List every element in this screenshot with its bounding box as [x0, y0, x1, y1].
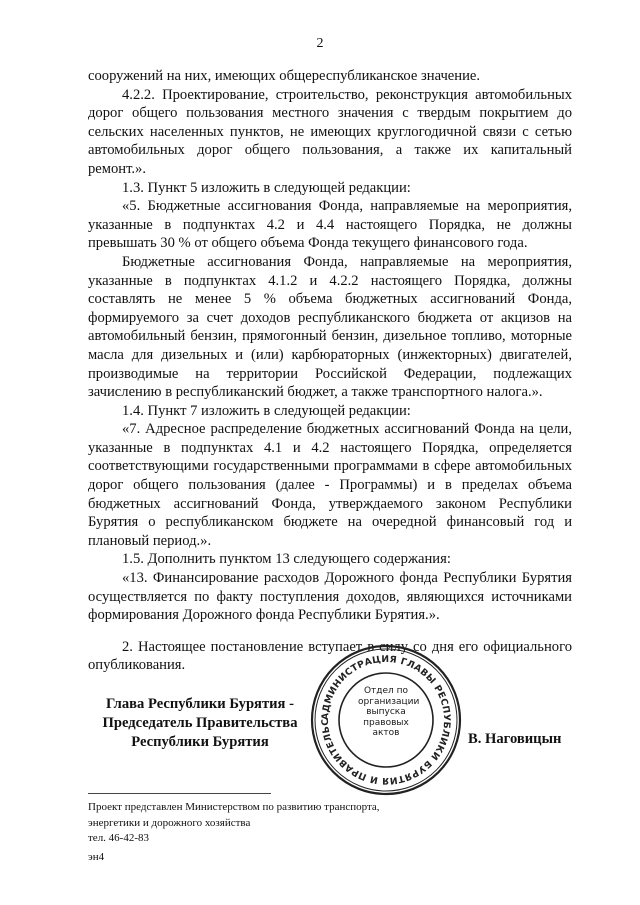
signatory-position-line: Глава Республики Бурятия - [106, 696, 294, 712]
paragraph: 1.5. Дополнить пунктом 13 следующего содержания: [122, 551, 451, 568]
stamp-line: Отдел по [363, 686, 409, 696]
paragraph: «13. Финансирование расходов Дорожного фонда Республики Бурятия осуществляется по факту поступления доходов, являющихся источниками формирования Дорожного фонда Республики Бурятия.». [88, 570, 572, 624]
signatory-name: В. Наговицын [468, 731, 562, 747]
paragraph: Бюджетные ассигнования Фонда, направляемые на мероприятия, указанные в подпунктах 4.1.2 и 4.2.2 настоящего Порядка, должны составлять не менее 5 % объема бюджетных ассигнований Фонда, формируемого за счет доходов республиканского бюджета от акцизов на автомобильный бензин, прямогонный бензин, дизельное топливо, моторные масла для дизельных и (или) карбюраторных (инжекторных) двигателей, производимые на территории Российской Федерации, подлежащих зачислению в республиканский бюджет, а также транспортного налога.». [88, 253, 572, 401]
paragraph: 2. Настоящее постановление вступает в силу со дня его официального опубликования. [88, 638, 572, 674]
official-stamp [306, 640, 466, 800]
stamp-center-text [358, 686, 420, 739]
document-body [88, 67, 572, 675]
stamp-line: актов [372, 728, 400, 738]
stamp-line: выпуска [366, 707, 406, 717]
footnote-line: энергетики и дорожного хозяйства [88, 816, 251, 829]
document-code: эн4 [88, 851, 105, 863]
paragraph: 1.3. Пункт 5 изложить в следующей редакции: [122, 179, 411, 196]
stamp-line: правовых [363, 717, 409, 728]
signatory-position-line: Республики Бурятия [131, 734, 269, 750]
footnote-divider [88, 793, 271, 794]
footnote-line: тел. 46-42-83 [88, 832, 150, 845]
paragraph: «5. Бюджетные ассигнования Фонда, направляемые на мероприятия, указанные в подпунктах 4.2 и 4.4 настоящего Порядка, не должны превышать 30 % от общего объема Фонда текущего финансового года. [88, 198, 572, 252]
paragraph: 4.2.2. Проектирование, строительство, реконструкция автомобильных дорог общего пользования местного значения с твердым покрытием до сельских населенных пунктов, не имеющих круглогодичной связи с сетью автомобильных дорог общего пользования, а также их капитальный ремонт.». [88, 86, 572, 177]
stamp-line: организации [358, 696, 420, 707]
page-number: 2 [316, 36, 324, 51]
footnote [88, 800, 488, 847]
signatory-position-line: Председатель Правительства [102, 715, 298, 731]
paragraph: сооружений на них, имеющих общереспубликанское значение. [88, 68, 481, 84]
footnote-line: Проект представлен Министерством по развитию транспорта, [88, 801, 380, 813]
paragraph: 1.4. Пункт 7 изложить в следующей редакции: [122, 402, 411, 419]
stamp-ring-text: АДМИНИСТРАЦИЯ ГЛАВЫ РЕСПУБЛИКИ БУРЯТИЯ И ПРАВИТЕЛЬС [319, 653, 453, 787]
paragraph: «7. Адресное распределение бюджетных ассигнований Фонда на цели, указанные в подпунктах 4.1 и 4.2 настоящего Порядка, определяется соответствующими государственными программами в сфере автомобильных дорог общего пользования (далее - Программы) и в пределах объема бюджетных ассигнований Фонда, утверждаемого законом Республики Бурятия о республиканском бюджете на очередной финансовый год и плановый период.». [88, 421, 572, 549]
signatory-position [95, 695, 305, 752]
